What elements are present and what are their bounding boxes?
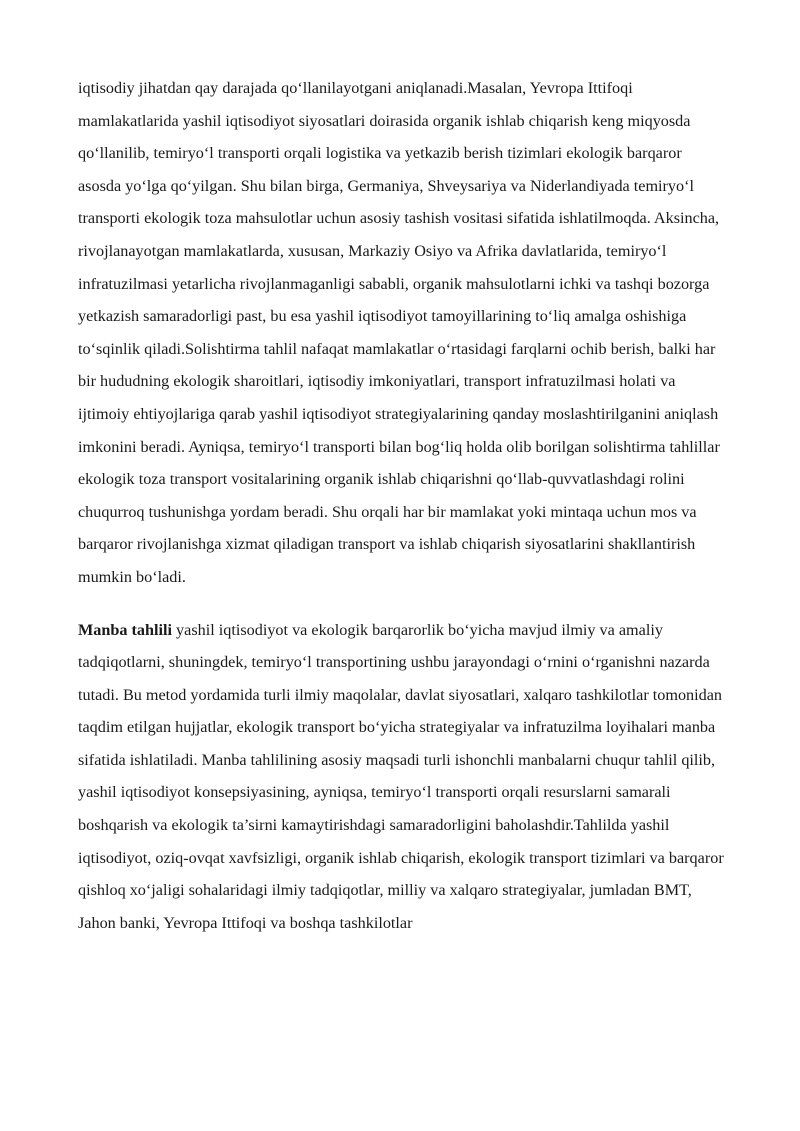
paragraph-text: yashil iqtisodiyot va ekologik barqarorlik bo‘yicha mavjud ilmiy va amaliy tadqiqotlarni, shuningdek, temiryo‘l transportining ushbu jarayondagi o‘rnini o‘rganishni nazarda tutadi. Bu metod yordamida turli ilmiy maqolalar, davlat siyosatlari, xalqaro tashkilotlar tomonidan taqdim etilgan hujjatlar, ekologik transport bo‘yicha strategiyalar va infratuzilma loyihalari manba sifatida ishlatiladi. Manba tahlilining asosiy maqsadi turli ishonchli manbalarni chuqur tahlil qilib, yashil iqtisodiyot konsepsiyasining, ayniqsa, temiryo‘l transporti orqali resurslarni samarali boshqarish va ekologik ta’sirni kamaytirishdagi samaradorligini baholashdir.Tahlilda yashil iqtisodiyot, oziq-ovqat xavfsizligi, organik ishlab chiqarish, ekologik transport tizimlari va barqaror qishloq xo‘jaligi sohalaridagi ilmiy tadqiqotlar, milliy va xalqaro strategiyalar, jumladan BMT, Jahon banki, Yevropa Ittifoqi va boshqa tashkilotlar xyxy=(78,620,724,932)
bold-term: Manba tahlili xyxy=(78,620,172,639)
document-page xyxy=(78,72,728,939)
body-paragraph: iqtisodiy jihatdan qay darajada qo‘llanilayotgani aniqlanadi.Masalan, Yevropa Ittifoqi mamlakatlarida yashil iqtisodiyot siyosatlari doirasida organik ishlab chiqarish keng miqyosda qo‘llanilib, temiryo‘l transporti orqali logistika va yetkazib berish tizimlari ekologik barqaror asosda yo‘lga qo‘yilgan. Shu bilan birga, Germaniya, Shveysariya va Niderlandiyada temiryo‘l transporti ekologik toza mahsulotlar uchun asosiy tashish vositasi sifatida ishlatilmoqda. Aksincha, rivojlanayotgan mamlakatlarda, xususan, Markaziy Osiyo va Afrika davlatlarida, temiryo‘l infratuzilmasi yetarlicha rivojlanmaganligi sababli, organik mahsulotlarni ichki va tashqi bozorga yetkazish samaradorligi past, bu esa yashil iqtisodiyot tamoyillarining to‘liq amalga oshishiga to‘sqinlik qiladi.Solishtirma tahlil nafaqat mamlakatlar o‘rtasidagi farqlarni ochib berish, balki har bir hududning ekologik sharoitlari, iqtisodiy imkoniyatlari, transport infratuzilmasi holati va ijtimoiy ehtiyojlariga qarab yashil iqtisodiyot strategiyalarining qanday moslashtirilganini aniqlash imkonini beradi. Ayniqsa, temiryo‘l transporti bilan bog‘liq holda olib borilgan solishtirma tahlillar ekologik toza transport vositalarining organik ishlab chiqarishni qo‘llab-quvvatlashdagi rolini chuqurroq tushunishga yordam beradi. Shu orqali har bir mamlakat yoki mintaqa uchun mos va barqaror rivojlanishga xizmat qiladigan transport va ishlab chiqarish siyosatlarini shakllantirish mumkin bo‘ladi. xyxy=(78,79,720,586)
body-paragraph xyxy=(78,614,728,940)
